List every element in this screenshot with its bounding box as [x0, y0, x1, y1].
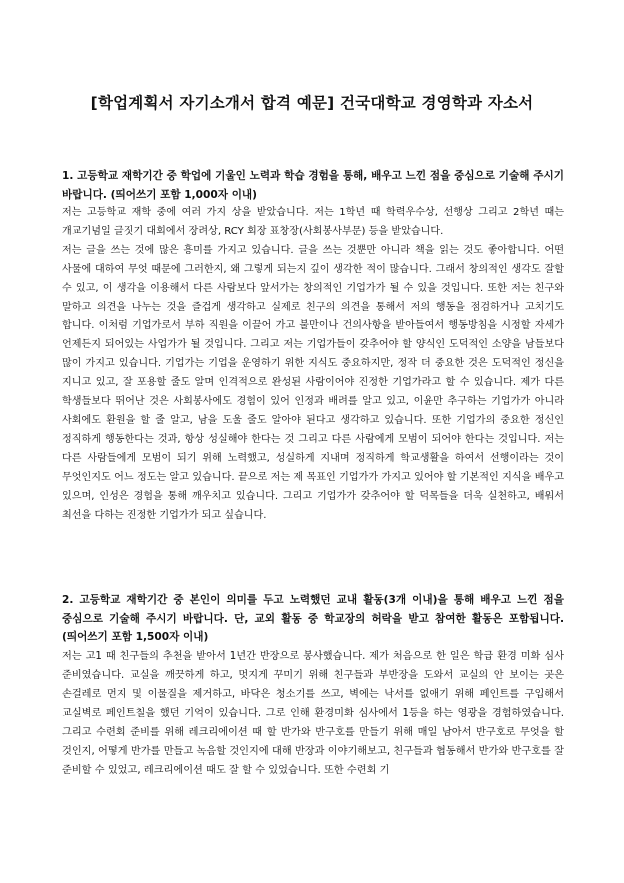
document-title: [학업계획서 자기소개서 합격 예문] 건국대학교 경영학과 자소서 [90, 94, 534, 112]
question-heading-2: 2. 고등학교 재학기간 중 본인이 의미를 두고 노력했던 교내 활동(3개 이내)을 통해 배우고 느낀 점을 중심으로 기술해 주시기 바랍니다. 단, 교외 활동 중 학교장의 허락을 받고 참여한 활동은 포함됩니다. (띄어쓰기 포함 1,500자 이내) [62, 594, 564, 643]
answer-paragraph-1-1: 저는 고등학교 재학 중에 여러 가지 상을 받았습니다. 저는 1학년 때 학력우수상, 선행상 그리고 2학년 때는 개교기념일 글짓기 대회에서 장려상, RCY 회장 표창장(사회봉사부문) 등을 받았습니다. [62, 207, 564, 237]
answer-paragraph-2-1: 저는 고1 때 친구들의 추천을 받아서 1년간 반장으로 봉사했습니다. 제가 처음으로 한 일은 학급 환경 미화 심사 준비였습니다. 교실을 깨끗하게 하고, 멋지게 꾸미기 위해 친구들과 부반장을 도와서 교실의 안 보이는 곳은 손걸레로 먼지 및 이물질을 제거하고, 바닥은 청소기를 쓰고, 벽에는 낙서를 없애기 위해 페인트를 구입해서 교실벽로 페인트칠을 했던 기억이 있습니다. 그로 인해 환경미화 심사에서 1등을 하는 영광을 경험하였습니다. 그리고 수련회 준비를 위해 레크리에이션 때 할 반가와 반구호를 만들기 위해 매일 남아서 반구호로 무엇을 할 것인지, 어떻게 반가를 만들고 녹음할 것인지에 대해 반장과 이야기해보고, 친구들과 협동해서 반가와 반구호를 잘 준비할 수 있었고, 레크리에이션 때도 잘 할 수 있었습니다. 또한 수련회 기 [62, 650, 564, 777]
question-section-1 [62, 167, 564, 525]
question-section-2 [62, 591, 564, 780]
answer-paragraph-1-2: 저는 글을 쓰는 것에 많은 흥미를 가지고 있습니다. 글을 쓰는 것뿐만 아니라 책을 읽는 것도 좋아합니다. 어떤 사물에 대하여 무엇 때문에 그러한지, 왜 그렇게 되는지 깊이 생각한 적이 많습니다. 그래서 창의적인 생각도 잘할 수 있고, 이 생각을 이용해서 다른 사람보다 앞서가는 창의적인 기업가가 될 수 있을 것입니다. 또한 저는 친구와 말하고 의견을 나누는 것을 즐겁게 생각하고 실제로 친구의 의견을 통해서 저의 행동을 점검하거나 고치기도 합니다. 이처럼 기업가로서 부하 직원을 이끌어 가고 불만이나 건의사항을 받아들여서 행동방침을 시정할 자세가 언제든지 되어있는 사업가가 될 것입니다. 그리고 저는 기업가들이 갖추어야 할 양식인 도덕적인 소양을 남들보다 많이 가지고 있습니다. 기업가는 기업을 운영하기 위한 지식도 중요하지만, 정작 더 중요한 것은 도덕적인 정신을 지니고 있고, 잘 포용할 줄도 알며 인격적으로 완성된 사람이어야 진정한 기업가라고 할 수 있습니다. 제가 다른 학생들보다 뛰어난 것은 사회봉사에도 경험이 있어 인정과 배려를 알고 있고, 이윤만 추구하는 기업가가 아니라 사회에도 환원을 할 줄 알고, 남을 도울 줄도 알아야 된다고 생각하고 있습니다. 또한 기업가의 중요한 정신인 정직하게 행동한다는 것과, 항상 성실해야 한다는 것 그리고 다른 사람에게 모범이 되어야 한다는 것입니다. 저는 다른 사람들에게 모범이 되기 위해 노력했고, 성실하게 지내며 정직하게 학교생활을 하여서 선행이라는 것이 무엇인지도 어느 정도는 알고 있습니다. 끝으로 저는 제 목표인 기업가가 가지고 있어야 할 기본적인 지식을 배우고 있으며, 인성은 경험을 통해 깨우치고 있습니다. 그리고 기업가가 갖추어야 할 덕목들을 더욱 실천하고, 배워서 최선을 다하는 진정한 기업가가 되고 싶습니다. [62, 244, 564, 521]
question-heading-1: 1. 고등학교 재학기간 중 학업에 기울인 노력과 학습 경험을 통해, 배우고 느낀 점을 중심으로 기술해 주시기 바랍니다. (띄어쓰기 포함 1,000자 이내) [62, 170, 564, 201]
